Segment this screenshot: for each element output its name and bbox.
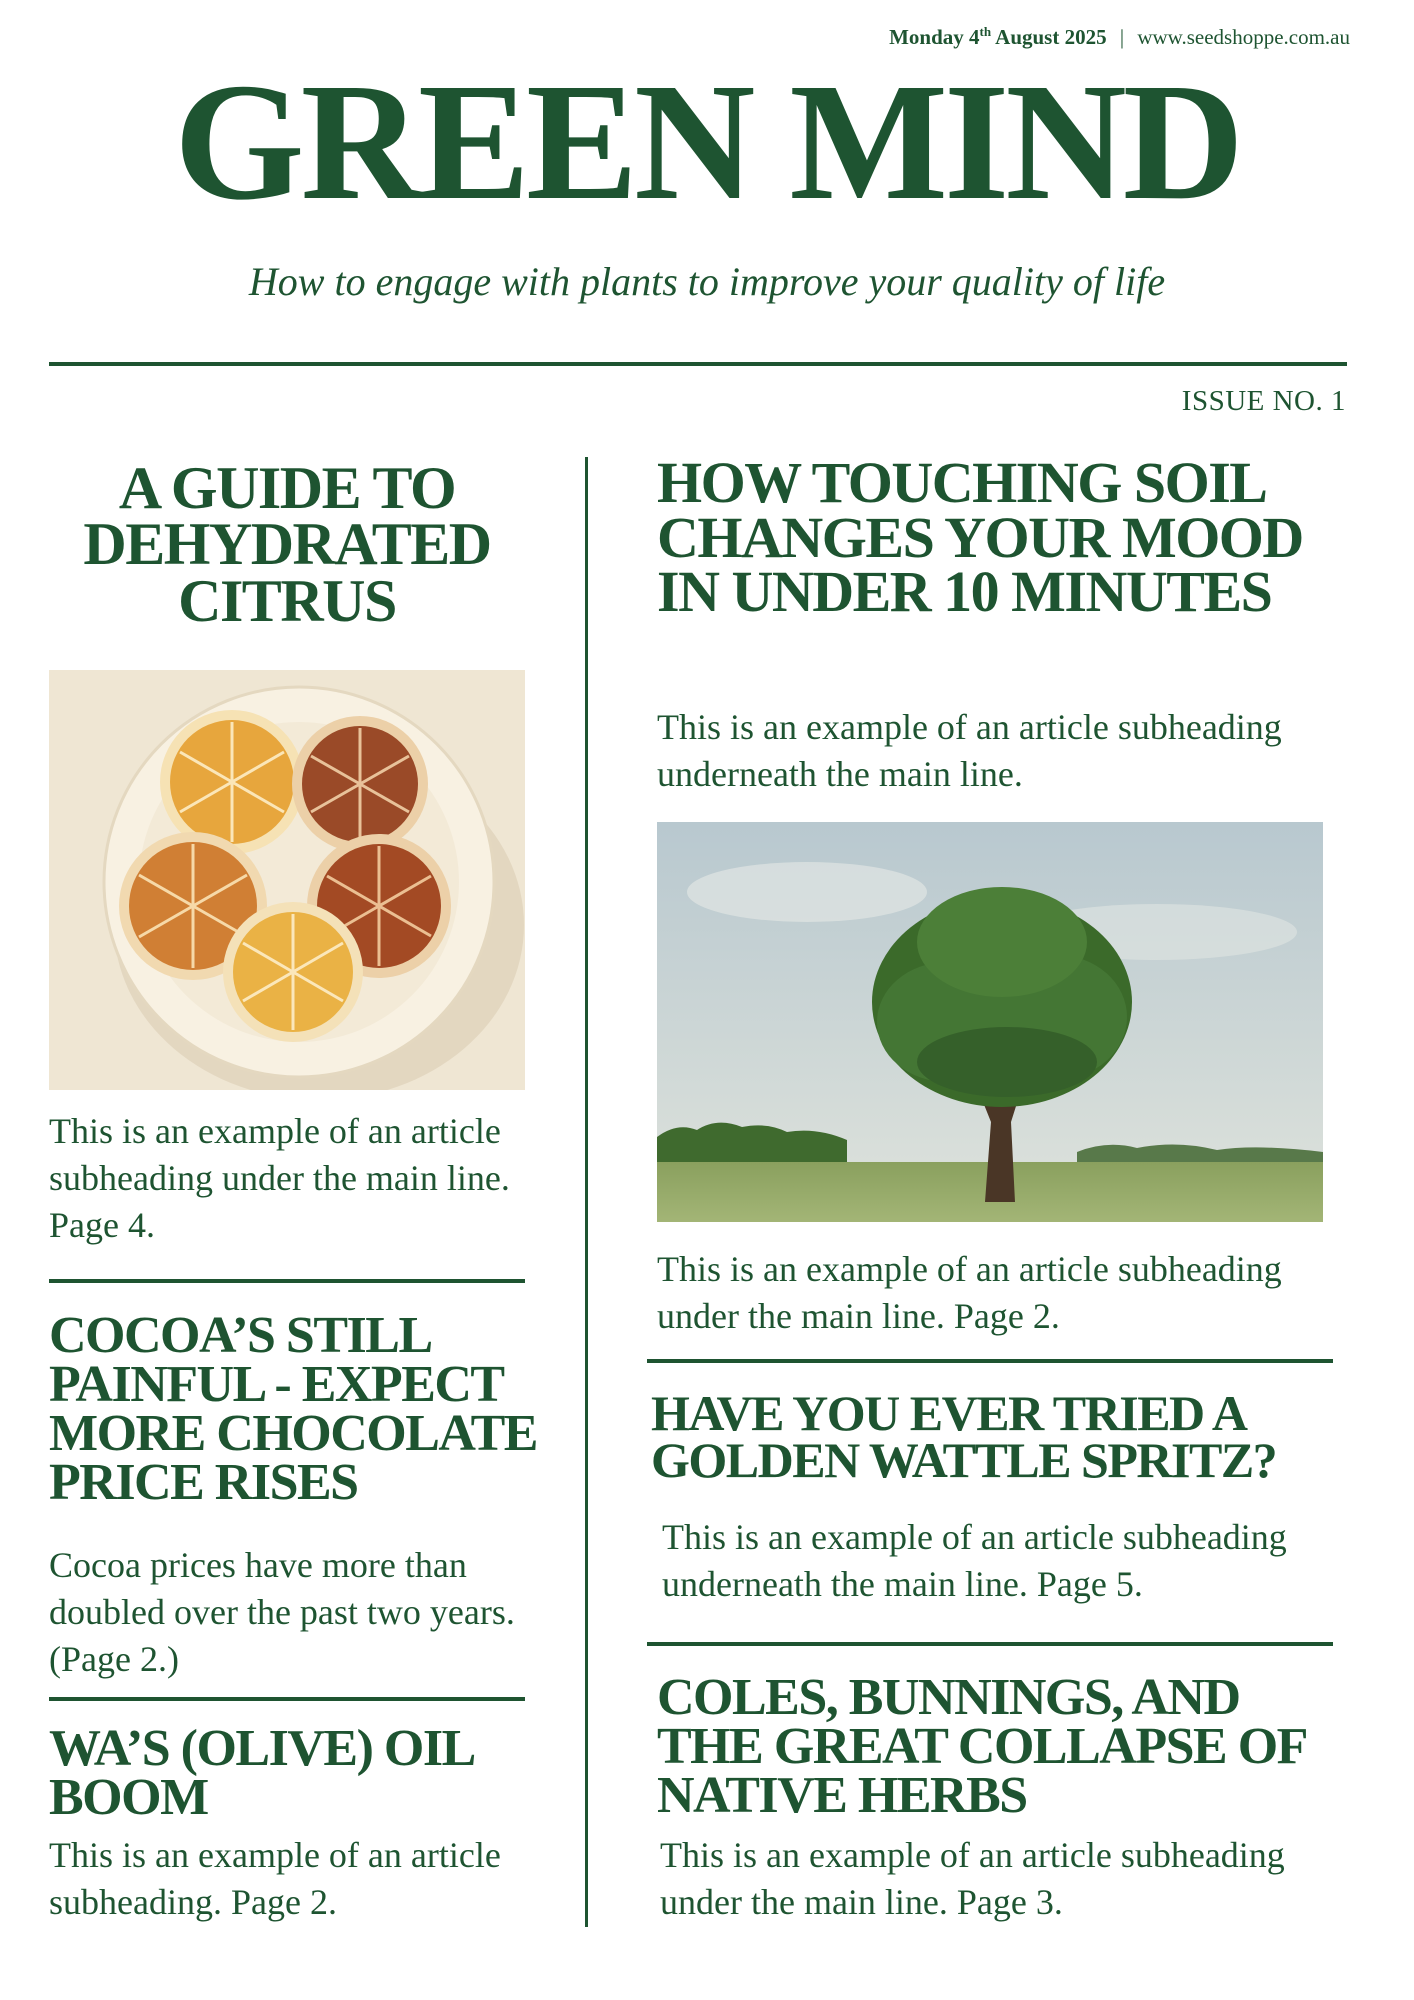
soil-subheading: This is an example of an article subheading underneath the main line.: [657, 707, 1282, 794]
header-divider: [49, 362, 1347, 366]
wattle-subheading: This is an example of an article subheading underneath the main line. Page 5.: [662, 1517, 1287, 1604]
olive-headline[interactable]: WA’S (OLIVE) OIL BOOM: [49, 1720, 472, 1826]
wattle-headline[interactable]: HAVE YOU EVER TRIED A GOLDEN WATTLE SPRITZ?: [651, 1385, 1277, 1488]
date-rest: August 2025: [995, 25, 1107, 49]
dateline-separator: |: [1119, 25, 1125, 49]
citrus-slice-5: [223, 902, 363, 1042]
dateline: [889, 24, 1350, 50]
olive-subheading: This is an example of an article subheading. Page 2.: [49, 1835, 501, 1922]
citrus-headline[interactable]: A GUIDE TO DEHYDRATED CITRUS: [83, 455, 491, 634]
herbs-subheading: This is an example of an article subheading under the main line. Page 3.: [660, 1835, 1285, 1922]
cocoa-headline[interactable]: COCOA’S STILL PAINFUL - EXPECT MORE CHOCOLATE PRICE RISES: [49, 1307, 537, 1511]
soil-caption: This is an example of an article subheading under the main line. Page 2.: [657, 1249, 1282, 1336]
left-divider-2: [49, 1697, 525, 1701]
issue-number: ISSUE NO. 1: [1181, 385, 1346, 417]
masthead-title: GREEN MIND: [173, 49, 1241, 235]
right-divider-2: [647, 1642, 1333, 1646]
cocoa-subheading: Cocoa prices have more than doubled over the past two years. (Page 2.): [49, 1545, 515, 1679]
left-divider-1: [49, 1279, 525, 1283]
date-suffix: th: [979, 24, 992, 39]
citrus-slice-2: [292, 716, 428, 852]
tagline: How to engage with plants to improve your quality of life: [248, 259, 1166, 304]
website-link[interactable]: www.seedshoppe.com.au: [1137, 25, 1350, 49]
dehydrated-citrus-image: [49, 670, 525, 1090]
herbs-headline[interactable]: COLES, BUNNINGS, AND THE GREAT COLLAPSE OF NATIVE HERBS: [657, 1669, 1306, 1824]
citrus-subheading: This is an example of an article subheading under the main line. Page 4.: [49, 1111, 510, 1245]
right-divider-1: [647, 1359, 1333, 1363]
column-divider: [585, 457, 588, 1927]
date-weekday: Monday 4: [889, 25, 980, 49]
citrus-slice-1: [160, 710, 304, 854]
tree-landscape-image: [657, 822, 1323, 1222]
soil-headline[interactable]: HOW TOUCHING SOIL CHANGES YOUR MOOD IN UNDER 10 MINUTES: [657, 450, 1303, 625]
